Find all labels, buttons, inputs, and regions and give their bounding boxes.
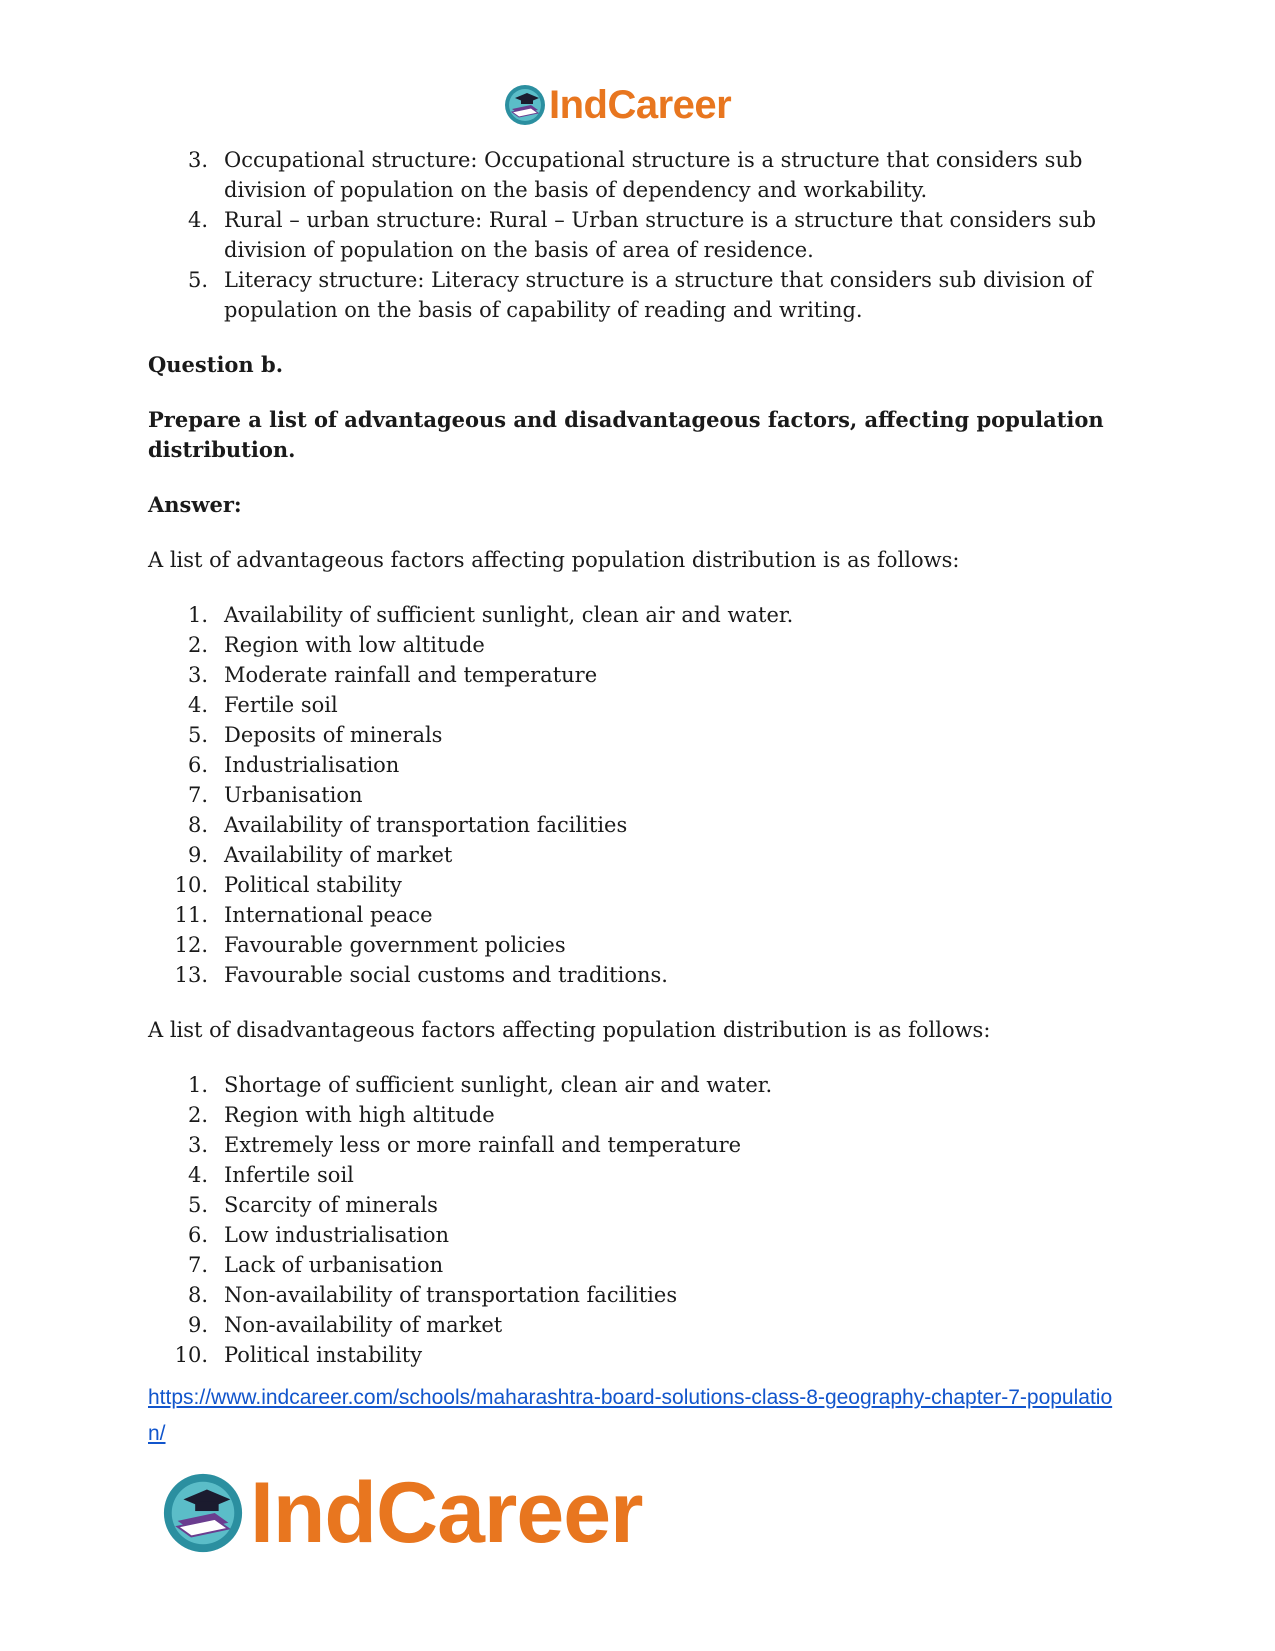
list-text: Region with low altitude [224, 633, 485, 657]
list-number: 2. [187, 633, 208, 657]
list-number: 4. [187, 208, 208, 232]
list-number: 5. [187, 723, 208, 747]
indcareer-logo-header [503, 82, 731, 128]
list-text: Deposits of minerals [224, 723, 443, 747]
list-number: 9. [187, 1313, 208, 1337]
structure-list [148, 145, 1128, 325]
list-number: 6. [187, 1223, 208, 1247]
list-item [148, 930, 1128, 960]
list-text: Lack of urbanisation [224, 1253, 444, 1277]
list-item [148, 1250, 1128, 1280]
list-item [148, 780, 1128, 810]
list-number: 10. [174, 873, 208, 897]
list-item [148, 630, 1128, 660]
list-item [148, 1220, 1128, 1250]
list-number: 4. [187, 1163, 208, 1187]
question-text: Prepare a list of advantageous and disadvantageous factors, affecting population distribution. [148, 407, 1104, 462]
list-number: 8. [187, 813, 208, 837]
disadvantageous-intro: A list of disadvantageous factors affecting population distribution is as follows: [148, 1018, 991, 1042]
list-item [148, 265, 1128, 325]
list-item [148, 1280, 1128, 1310]
list-number: 12. [174, 933, 208, 957]
list-item [148, 840, 1128, 870]
list-number: 6. [187, 753, 208, 777]
list-text: Political instability [224, 1343, 423, 1367]
list-text: Political stability [224, 873, 402, 897]
list-item [148, 205, 1128, 265]
list-number: 3. [187, 148, 208, 172]
list-number: 5. [187, 1193, 208, 1217]
list-item [148, 1100, 1128, 1130]
answer-label: Answer: [148, 492, 242, 517]
question-label: Question b. [148, 352, 284, 377]
list-number: 3. [187, 663, 208, 687]
list-text: Fertile soil [224, 693, 338, 717]
list-number: 13. [174, 963, 208, 987]
source-link[interactable]: https://www.indcareer.com/schools/maharashtra-board-solutions-class-8-geography-chapter-7-population/ [148, 1386, 1113, 1445]
list-item [148, 600, 1128, 630]
list-number: 1. [187, 603, 208, 627]
list-number: 10. [174, 1343, 208, 1367]
list-text: Shortage of sufficient sunlight, clean air and water. [224, 1073, 773, 1097]
list-text: Infertile soil [224, 1163, 354, 1187]
list-number: 7. [187, 783, 208, 807]
list-item [148, 660, 1128, 690]
list-number: 3. [187, 1133, 208, 1157]
advantageous-list [148, 600, 1128, 990]
document-body [148, 145, 1128, 1370]
list-item [148, 900, 1128, 930]
list-number: 8. [187, 1283, 208, 1307]
list-number: 5. [187, 268, 208, 292]
list-item [148, 1130, 1128, 1160]
list-text: Literacy structure: Literacy structure is a structure that considers sub division of population on the basis of capability of reading and writing. [224, 268, 1093, 322]
logo-wordmark: IndCareer [549, 83, 732, 127]
list-item [148, 1190, 1128, 1220]
list-text: Low industrialisation [224, 1223, 449, 1247]
list-item [148, 1310, 1128, 1340]
list-text: Availability of market [224, 843, 453, 867]
list-text: Industrialisation [224, 753, 400, 777]
disadvantageous-list [148, 1070, 1128, 1370]
list-number: 1. [187, 1073, 208, 1097]
list-number: 7. [187, 1253, 208, 1277]
list-item [148, 750, 1128, 780]
list-item [148, 870, 1128, 900]
list-text: International peace [224, 903, 433, 927]
list-item [148, 960, 1128, 990]
list-text: Region with high altitude [224, 1103, 495, 1127]
graduation-book-icon [160, 1470, 246, 1556]
list-item [148, 690, 1128, 720]
list-text: Availability of transportation facilities [224, 813, 628, 837]
list-number: 11. [174, 903, 208, 927]
list-text: Moderate rainfall and temperature [224, 663, 598, 687]
list-item [148, 145, 1128, 205]
indcareer-logo-footer [160, 1465, 643, 1561]
list-text: Non-availability of transportation facilities [224, 1283, 678, 1307]
list-item [148, 1160, 1128, 1190]
list-text: Favourable social customs and traditions. [224, 963, 668, 987]
logo-wordmark: IndCareer [250, 1465, 643, 1561]
list-item [148, 1340, 1128, 1370]
list-text: Urbanisation [224, 783, 363, 807]
list-number: 2. [187, 1103, 208, 1127]
advantageous-intro: A list of advantageous factors affecting population distribution is as follows: [148, 548, 960, 572]
list-text: Occupational structure: Occupational structure is a structure that considers sub division of population on the basis of dependency and workability. [224, 148, 1083, 202]
list-number: 9. [187, 843, 208, 867]
graduation-book-icon [503, 83, 547, 127]
list-number: 4. [187, 693, 208, 717]
list-text: Rural – urban structure: Rural – Urban structure is a structure that considers sub division of population on the basis of area of residence. [224, 208, 1097, 262]
list-text: Availability of sufficient sunlight, clean air and water. [224, 603, 794, 627]
list-text: Extremely less or more rainfall and temperature [224, 1133, 742, 1157]
list-item [148, 720, 1128, 750]
list-text: Non-availability of market [224, 1313, 503, 1337]
list-item [148, 810, 1128, 840]
list-item [148, 1070, 1128, 1100]
list-text: Favourable government policies [224, 933, 566, 957]
list-text: Scarcity of minerals [224, 1193, 438, 1217]
